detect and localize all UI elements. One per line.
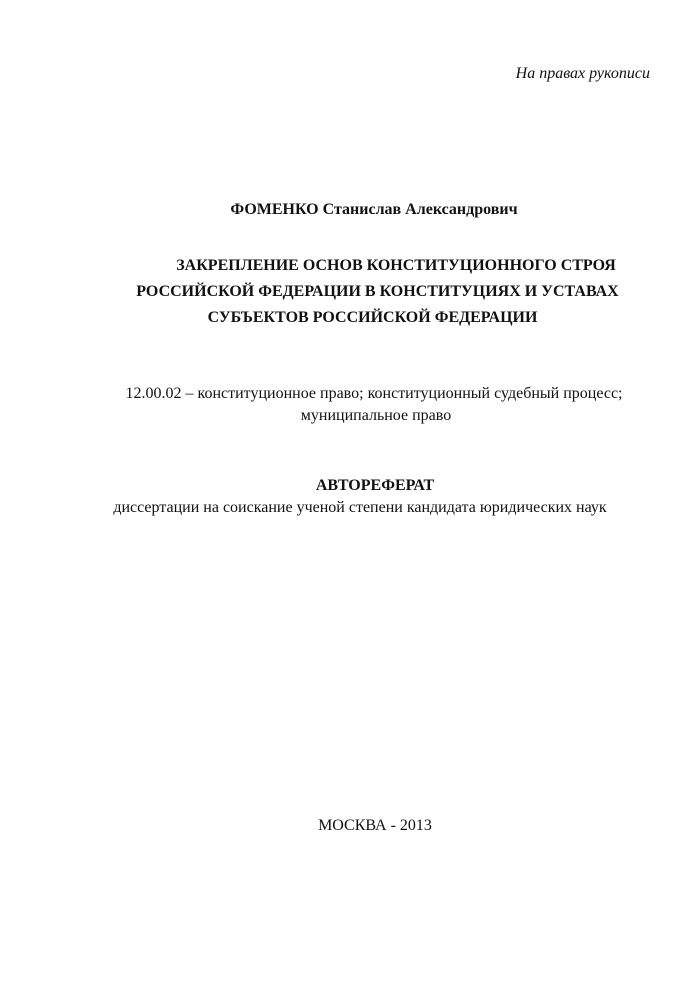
dissertation-title xyxy=(0,253,700,331)
document-type xyxy=(0,475,700,519)
title-line: РОССИЙСКОЙ ФЕДЕРАЦИИ В КОНСТИТУЦИЯХ И УСТАВАХ xyxy=(136,283,619,300)
title-line: СУБЪЕКТОВ РОССИЙСКОЙ ФЕДЕРАЦИИ xyxy=(207,309,538,326)
rights-note: На правах рукописи xyxy=(515,65,650,82)
document-type-subtitle: диссертации на соискание ученой степени кандидата юридических наук xyxy=(113,499,607,516)
author-name: ФОМЕНКО Станислав Александрович xyxy=(230,201,518,218)
specialty-line: муниципальное право xyxy=(300,407,452,424)
city-year: МОСКВА - 2013 xyxy=(318,817,432,834)
document-type-heading: АВТОРЕФЕРАТ xyxy=(315,477,435,494)
title-line: ЗАКРЕПЛЕНИЕ ОСНОВ КОНСТИТУЦИОННОГО СТРОЯ xyxy=(176,257,616,274)
specialty-line: 12.00.02 – конституционное право; конституционный судебный процесс; xyxy=(125,385,623,402)
specialty-code xyxy=(0,383,700,427)
